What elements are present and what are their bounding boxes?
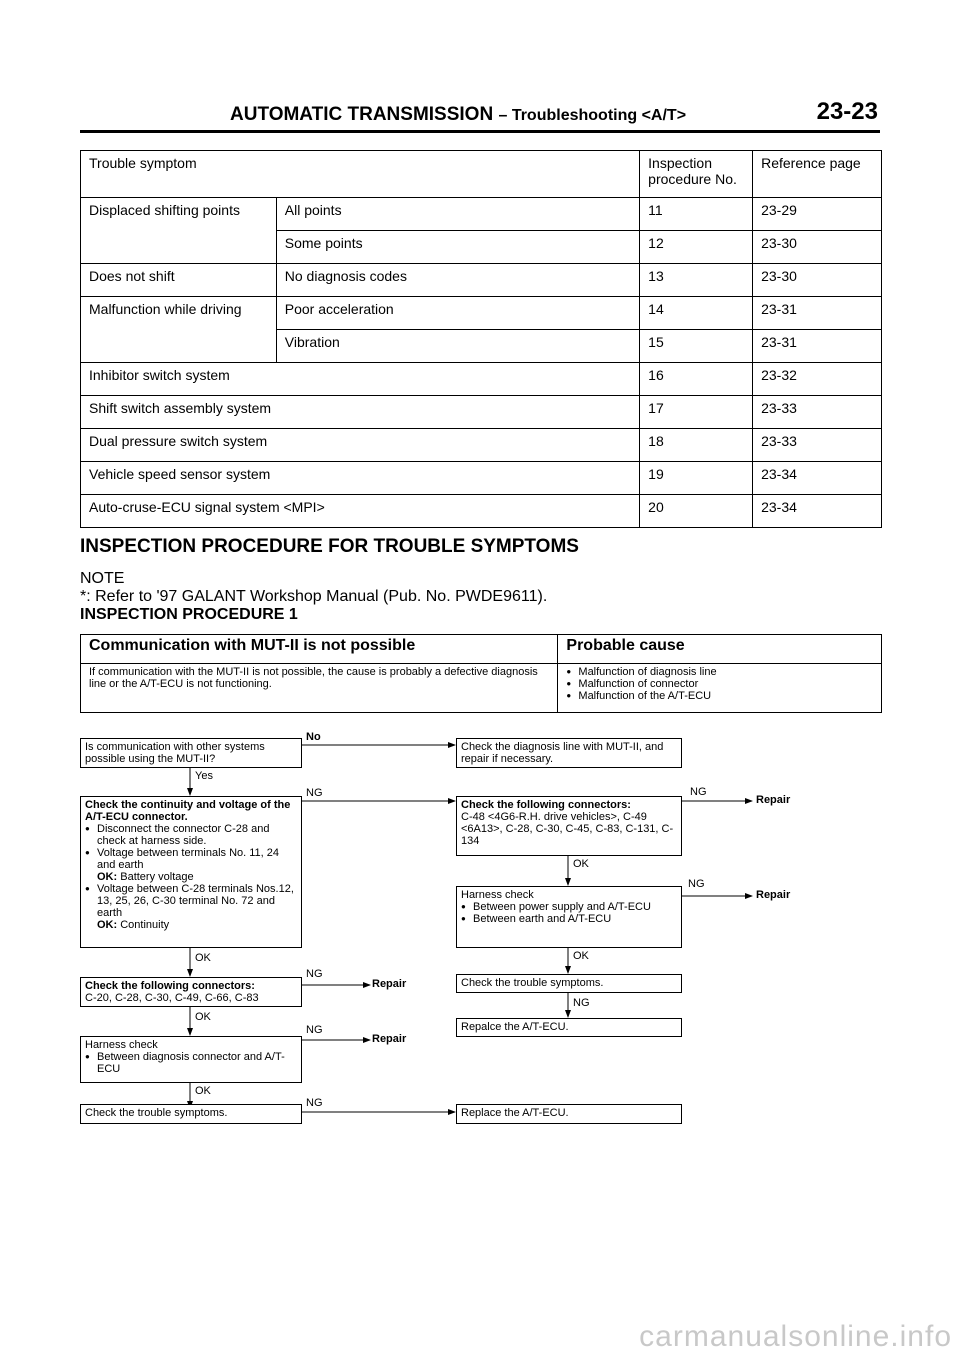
page-cell: 23-29 bbox=[753, 198, 882, 231]
ok-label: OK bbox=[195, 1011, 211, 1023]
diagnosis-line-box: Check the diagnosis line with MUT-II, and repair if necessary. bbox=[456, 738, 682, 768]
note-label: NOTE bbox=[80, 570, 125, 587]
page-cell: 23-31 bbox=[753, 330, 882, 363]
page-cell: 23-30 bbox=[753, 231, 882, 264]
procedure-cell: 11 bbox=[640, 198, 753, 231]
connectors-check-box bbox=[456, 796, 682, 856]
ok-label: OK bbox=[195, 952, 211, 964]
question-box: Is communication with other systems possible using the MUT-II? bbox=[80, 738, 302, 768]
step2-ok bbox=[85, 919, 297, 931]
procedure-cell: 14 bbox=[640, 297, 753, 330]
cause-item: ● Malfunction of the A/T-ECU bbox=[566, 690, 873, 702]
trouble-symptom-check-box: Check the trouble symptoms. bbox=[80, 1104, 302, 1124]
page-cell: 23-34 bbox=[753, 495, 882, 528]
header-subtitle: – Troubleshooting <A/T> bbox=[498, 107, 687, 124]
step3-text: C-20, C-28, C-30, C-49, C-66, C-83 bbox=[85, 992, 259, 1004]
ng-label: NG bbox=[573, 997, 590, 1009]
ng-label: NG bbox=[306, 787, 323, 799]
detail-cell: Poor acceleration bbox=[276, 297, 639, 330]
header-title: AUTOMATIC TRANSMISSION – Troubleshooting <A/T> bbox=[230, 104, 687, 125]
symptom-cell: Does not shift bbox=[81, 264, 277, 297]
ok-label: OK bbox=[195, 1085, 211, 1097]
page-cell: 23-32 bbox=[753, 363, 882, 396]
step3-title: Check the following connectors: bbox=[85, 980, 255, 992]
page-cell: 23-33 bbox=[753, 396, 882, 429]
ng-label: NG bbox=[306, 968, 323, 980]
repair-label: Repair bbox=[372, 1033, 407, 1045]
cause-item: ● Malfunction of diagnosis line bbox=[566, 666, 873, 678]
symptom-cell: Displaced shifting points bbox=[81, 198, 277, 231]
no-label: No bbox=[306, 731, 321, 743]
connector-check-box bbox=[80, 977, 302, 1007]
detail-cell: Some points bbox=[276, 231, 639, 264]
ok-value: Battery voltage bbox=[120, 871, 194, 883]
procedure-cell: 17 bbox=[640, 396, 753, 429]
procedure-cell: 18 bbox=[640, 429, 753, 462]
section-title: INSPECTION PROCEDURE FOR TROUBLE SYMPTOMS bbox=[80, 536, 579, 557]
page-cell: 23-33 bbox=[753, 429, 882, 462]
right2-item: ● Between power supply and A/T-ECU bbox=[461, 901, 677, 913]
right1-title: Check the following connectors: bbox=[461, 799, 631, 811]
procedure-title: Communication with MUT-II is not possible bbox=[81, 635, 558, 664]
symptom-cell: Inhibitor switch system bbox=[81, 363, 640, 396]
page-cell: 23-34 bbox=[753, 462, 882, 495]
page-number: 23-23 bbox=[816, 98, 878, 125]
step2-title: Check the continuity and voltage of the A/T-ECU connector. bbox=[85, 799, 291, 823]
note-text: *: Refer to '97 GALANT Workshop Manual (Pub. No. PWDE9611). bbox=[80, 588, 548, 605]
ng-label: NG bbox=[306, 1097, 323, 1109]
harness-check-box bbox=[80, 1036, 302, 1083]
ng-label: NG bbox=[688, 878, 705, 890]
symptom-cell: Dual pressure switch system bbox=[81, 429, 640, 462]
power-harness-check-box bbox=[456, 886, 682, 948]
procedure-cell: 13 bbox=[640, 264, 753, 297]
ok-label: OK: bbox=[97, 871, 118, 883]
detail-cell: Vibration bbox=[276, 330, 639, 363]
symptom-cell: Auto-cruse-ECU signal system <MPI> bbox=[81, 495, 640, 528]
ok-label: OK bbox=[573, 858, 589, 870]
procedure-description: If communication with the MUT-II is not possible, the cause is probably a defective diagnosis line or the A/T-ECU is not functioning. bbox=[81, 664, 558, 713]
detail-cell: No diagnosis codes bbox=[276, 264, 639, 297]
step2-item: ● Voltage between C-28 terminals Nos.12, 13, 25, 26, C-30 terminal No. 72 and earth bbox=[85, 883, 297, 919]
step2-item: ● Voltage between terminals No. 11, 24 and earth bbox=[85, 847, 297, 871]
repair-label: Repair bbox=[756, 794, 791, 806]
right2-item: ● Between earth and A/T-ECU bbox=[461, 913, 677, 925]
col-header-procedure: Inspection procedure No. bbox=[640, 151, 753, 198]
procedure-cell: 20 bbox=[640, 495, 753, 528]
repair-label: Repair bbox=[756, 889, 791, 901]
procedure-cell: 15 bbox=[640, 330, 753, 363]
symptom-cell: Shift switch assembly system bbox=[81, 396, 640, 429]
probable-cause-heading: Probable cause bbox=[558, 635, 882, 664]
step4-title: Harness check bbox=[85, 1039, 158, 1051]
page-cell: 23-30 bbox=[753, 264, 882, 297]
step2-item: ● Disconnect the connector C-28 and check at harness side. bbox=[85, 823, 297, 847]
right2-title: Harness check bbox=[461, 889, 534, 901]
procedure-cell: 19 bbox=[640, 462, 753, 495]
procedure-label: INSPECTION PROCEDURE 1 bbox=[80, 606, 298, 623]
page-cell: 23-31 bbox=[753, 297, 882, 330]
symptom-recheck-box: Check the trouble symptoms. bbox=[456, 974, 682, 993]
procedure-cell: 12 bbox=[640, 231, 753, 264]
symptom-cell: Malfunction while driving bbox=[81, 297, 277, 330]
continuity-check-box bbox=[80, 796, 302, 948]
repair-label: Repair bbox=[372, 978, 407, 990]
detail-cell: All points bbox=[276, 198, 639, 231]
col-header-symptom: Trouble symptom bbox=[81, 151, 640, 198]
ng-label: NG bbox=[690, 786, 707, 798]
step2-ok bbox=[85, 871, 297, 883]
ok-label: OK: bbox=[97, 919, 118, 931]
ng-label: NG bbox=[306, 1024, 323, 1036]
cause-item: ● Malfunction of connector bbox=[566, 678, 873, 690]
step4-item: ● Between diagnosis connector and A/T-ECU bbox=[85, 1051, 297, 1075]
right1-text: C-48 <4G6-R.H. drive vehicles>, C-49 <6A13>, C-28, C-30, C-45, C-83, C-131, C-134 bbox=[461, 811, 674, 847]
ok-value: Continuity bbox=[120, 919, 170, 931]
symptom-cell: Vehicle speed sensor system bbox=[81, 462, 640, 495]
final-replace-ecu-box: Replace the A/T-ECU. bbox=[456, 1104, 682, 1124]
replace-ecu-box: Repalce the A/T-ECU. bbox=[456, 1018, 682, 1037]
watermark: carmanualsonline.info bbox=[639, 1320, 952, 1353]
col-header-page: Reference page bbox=[753, 151, 882, 198]
yes-label: Yes bbox=[195, 770, 213, 782]
procedure-cell: 16 bbox=[640, 363, 753, 396]
ok-label: OK bbox=[573, 950, 589, 962]
